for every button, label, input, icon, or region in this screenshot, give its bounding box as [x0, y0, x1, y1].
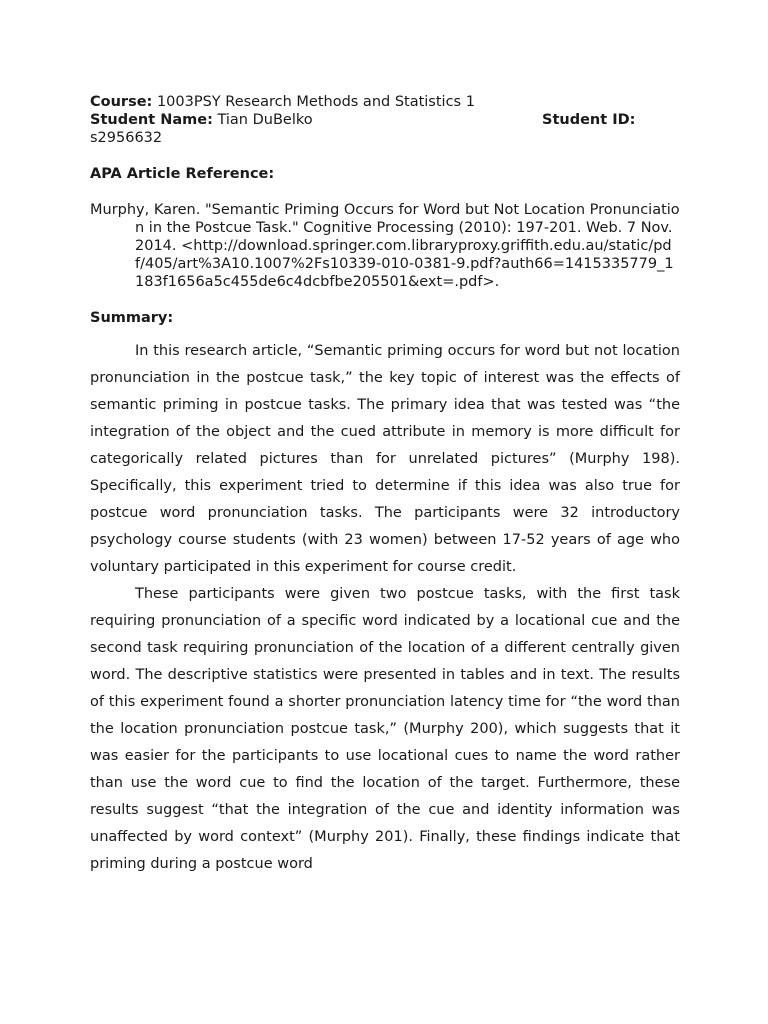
course-label: Course: — [90, 94, 153, 110]
student-id-value: s2956632 — [90, 130, 163, 146]
course-value: 1003PSY Research Methods and Statistics 1 — [156, 94, 475, 110]
summary-paragraph: In this research article, “Semantic priming occurs for word but not location pronunciation in the postcue task,” the key topic of interest was the effects of semantic priming in postcue tasks. The primary idea that was tested was “the integration of the object and the cued attribute in memory is more difficult for categorically related pictures than for unrelated pictures” (Murphy 198). Specifically, this experiment tried to determine if this idea was also true for postcue word pronunciation tasks. The participants were 32 introductory psychology course students (with 23 women) between 17-52 years of age who voluntary participated in this experiment for course credit. — [90, 343, 680, 575]
document-page — [90, 93, 680, 878]
reference-citation: Murphy, Karen. "Semantic Priming Occurs for Word but Not Location Pronunciation in the Postcue Task." Cognitive Processing (2010): 197-201. Web. 7 Nov. 2014. <http://download.springer.com.libraryproxy.griffith.edu.au/static/pdf/405/art%3A10.1007%2Fs10339-010-0381-9.pdf?auth66=1415335779_1183f1656a5c455de6c4dcbfbe205501&ext=.pdf>. — [90, 202, 680, 290]
student-id-label: Student ID: — [542, 112, 636, 128]
summary-body — [90, 338, 680, 878]
student-name-line — [90, 111, 680, 129]
summary-paragraph: These participants were given two postcue tasks, with the first task requiring pronunciation of a specific word indicated by a locational cue and the second task requiring pronunciation of the location of a different centrally given word. The descriptive statistics were presented in tables and in text. The results of this experiment found a shorter pronunciation latency time for “the word than the location pronunciation postcue task,” (Murphy 200), which suggests that it was easier for the participants to use locational cues to name the word rather than use the word cue to find the location of the target. Furthermore, these results suggest “that the integration of the cue and identity information was unaffected by word context” (Murphy 201). Finally, these findings indicate that priming during a postcue word — [90, 586, 680, 872]
student-name-value: Tian DuBelko — [217, 112, 313, 128]
summary-heading: Summary: — [90, 310, 174, 326]
student-id-line — [90, 129, 680, 147]
reference-heading: APA Article Reference: — [90, 166, 275, 182]
course-line — [90, 93, 680, 111]
student-name-label: Student Name: — [90, 112, 213, 128]
